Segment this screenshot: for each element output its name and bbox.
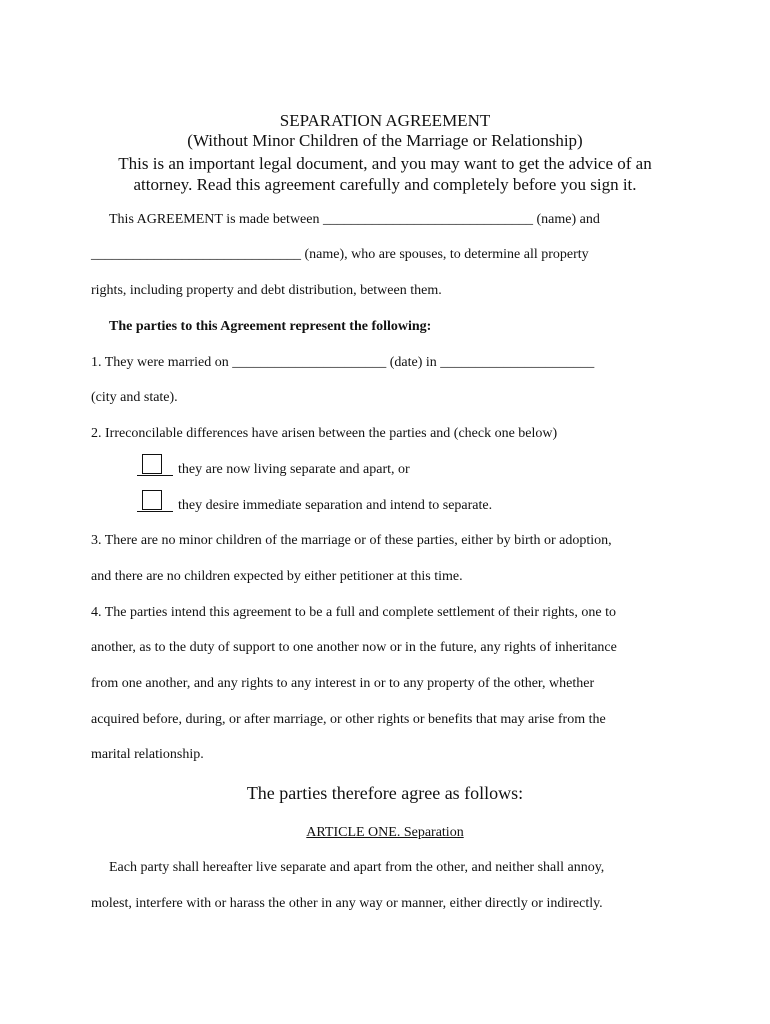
legal-notice-line-1: This is an important legal document, and you may want to get the advice of an xyxy=(118,154,652,173)
item-4-line-4: acquired before, during, or after marriage, or other rights or benefits that may arise from the xyxy=(91,712,606,727)
item-4-line-2: another, as to the duty of support to one another now or in the future, any rights of inheritance xyxy=(91,640,617,655)
checkbox-underline xyxy=(137,511,173,512)
document-title: SEPARATION AGREEMENT xyxy=(279,111,491,130)
checkbox-underline xyxy=(137,475,173,476)
option-immediate-separation-label: they desire immediate separation and intend to separate. xyxy=(178,498,493,513)
option-immediate-separation-checkbox-group[interactable] xyxy=(137,490,173,512)
item-3-line-2: and there are no children expected by either petitioner at this time. xyxy=(91,569,463,584)
parties-heading: The parties to this Agreement represent the following: xyxy=(109,319,432,334)
document-subtitle: (Without Minor Children of the Marriage or Relationship) xyxy=(187,131,583,150)
item-1-line-2: (city and state). xyxy=(91,390,178,405)
living-separate-checkbox[interactable] xyxy=(142,454,162,474)
item-4-line-3: from one another, and any rights to any interest in or to any property of the other, whether xyxy=(91,676,595,691)
item-1-line-1: 1. They were married on ______________________ (date) in ______________________ xyxy=(91,355,595,370)
immediate-separation-checkbox[interactable] xyxy=(142,490,162,510)
item-4-line-5: marital relationship. xyxy=(91,747,204,762)
option-living-separate-label: they are now living separate and apart, or xyxy=(178,462,410,477)
option-living-separate-checkbox-group[interactable] xyxy=(137,454,173,476)
article-one-line-1: Each party shall hereafter live separate and apart from the other, and neither shall annoy, xyxy=(109,860,605,875)
legal-notice-line-2: attorney. Read this agreement carefully and completely before you sign it. xyxy=(133,175,637,194)
item-2: 2. Irreconcilable differences have arisen between the parties and (check one below) xyxy=(91,426,558,441)
article-one-title: ARTICLE ONE. Separation xyxy=(306,825,464,840)
intro-line-2: ______________________________ (name), who are spouses, to determine all property xyxy=(91,247,589,262)
intro-line-3: rights, including property and debt distribution, between them. xyxy=(91,283,442,298)
intro-line-1: This AGREEMENT is made between ______________________________ (name) and xyxy=(109,212,600,227)
article-one-line-2: molest, interfere with or harass the other in any way or manner, either directly or indirectly. xyxy=(91,896,603,911)
agreement-heading: The parties therefore agree as follows: xyxy=(246,783,524,803)
item-4-line-1: 4. The parties intend this agreement to be a full and complete settlement of their rights, one to xyxy=(91,605,616,620)
item-3-line-1: 3. There are no minor children of the marriage or of these parties, either by birth or adoption, xyxy=(91,533,612,548)
